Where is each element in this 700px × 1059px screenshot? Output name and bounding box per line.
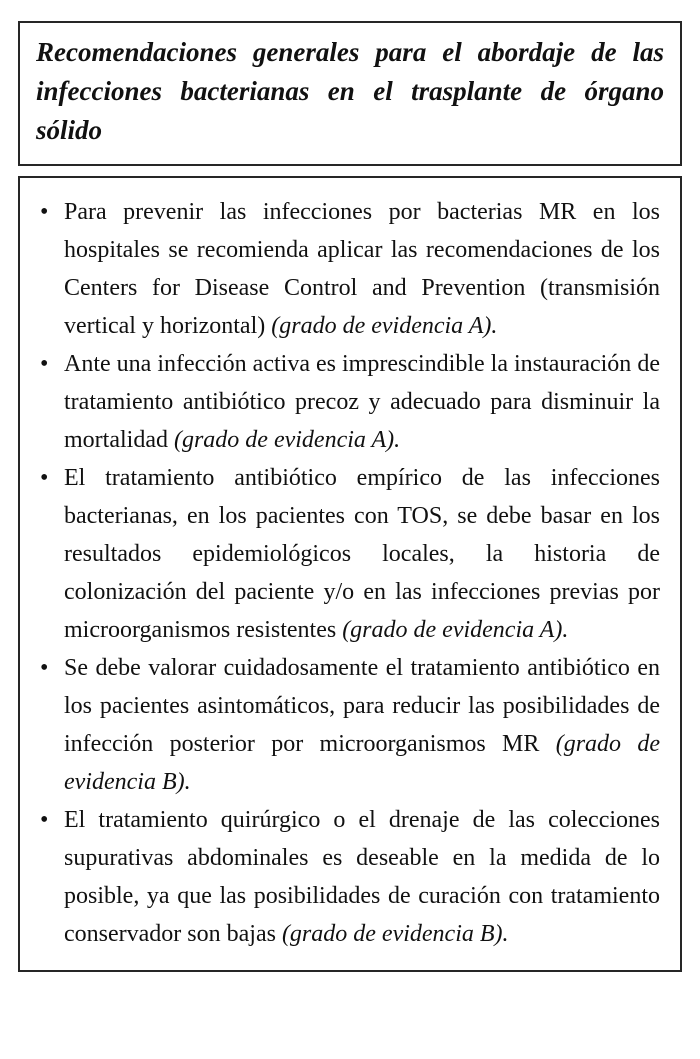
bullet-icon: • bbox=[40, 465, 49, 492]
bullet-icon: • bbox=[40, 351, 49, 378]
item-evidence: (grado de evidencia B). bbox=[64, 731, 660, 796]
recommendations-list bbox=[34, 193, 660, 953]
item-text: Ante una infección activa es imprescindible la instauración de tratamiento antibiótico precoz y adecuado para disminuir la mortalidad bbox=[64, 351, 660, 454]
panel-title-box bbox=[18, 21, 682, 166]
item-evidence: (grado de evidencia A). bbox=[271, 313, 498, 340]
list-item bbox=[34, 193, 660, 345]
item-text: Para prevenir las infecciones por bacterias MR en los hospitales se recomienda aplicar las recomendaciones de los Centers for Disease Control and Prevention (transmisión vertical y horizontal) bbox=[64, 199, 660, 340]
list-item bbox=[34, 345, 660, 459]
bullet-icon: • bbox=[40, 199, 49, 226]
list-item bbox=[34, 459, 660, 649]
panel-content-box bbox=[18, 176, 682, 972]
bullet-icon: • bbox=[40, 807, 49, 834]
item-evidence: (grado de evidencia A). bbox=[342, 617, 569, 644]
panel-title: Recomendaciones generales para el abordaje de las infecciones bacterianas en el trasplante de órgano sólido bbox=[36, 37, 664, 146]
item-text: El tratamiento antibiótico empírico de las infecciones bacterianas, en los pacientes con TOS, se debe basar en los resultados epidemiológicos locales, la historia de colonización del paciente y/o en las infecciones previas por microorganismos resistentes bbox=[64, 465, 660, 644]
bullet-icon: • bbox=[40, 655, 49, 682]
item-text: Se debe valorar cuidadosamente el tratamiento antibiótico en los pacientes asintomáticos, para reducir las posibilidades de infección posterior por microorganismos MR bbox=[64, 655, 660, 758]
recommendations-panel bbox=[18, 21, 682, 972]
item-evidence: (grado de evidencia B). bbox=[281, 921, 509, 948]
list-item bbox=[34, 649, 660, 801]
item-evidence: (grado de evidencia A). bbox=[173, 427, 401, 454]
list-item bbox=[34, 801, 660, 953]
item-text: El tratamiento quirúrgico o el drenaje de las colecciones supurativas abdominales es deseable en la medida de lo posible, ya que las posibilidades de curación con tratamiento conservador son bajas bbox=[64, 807, 660, 948]
